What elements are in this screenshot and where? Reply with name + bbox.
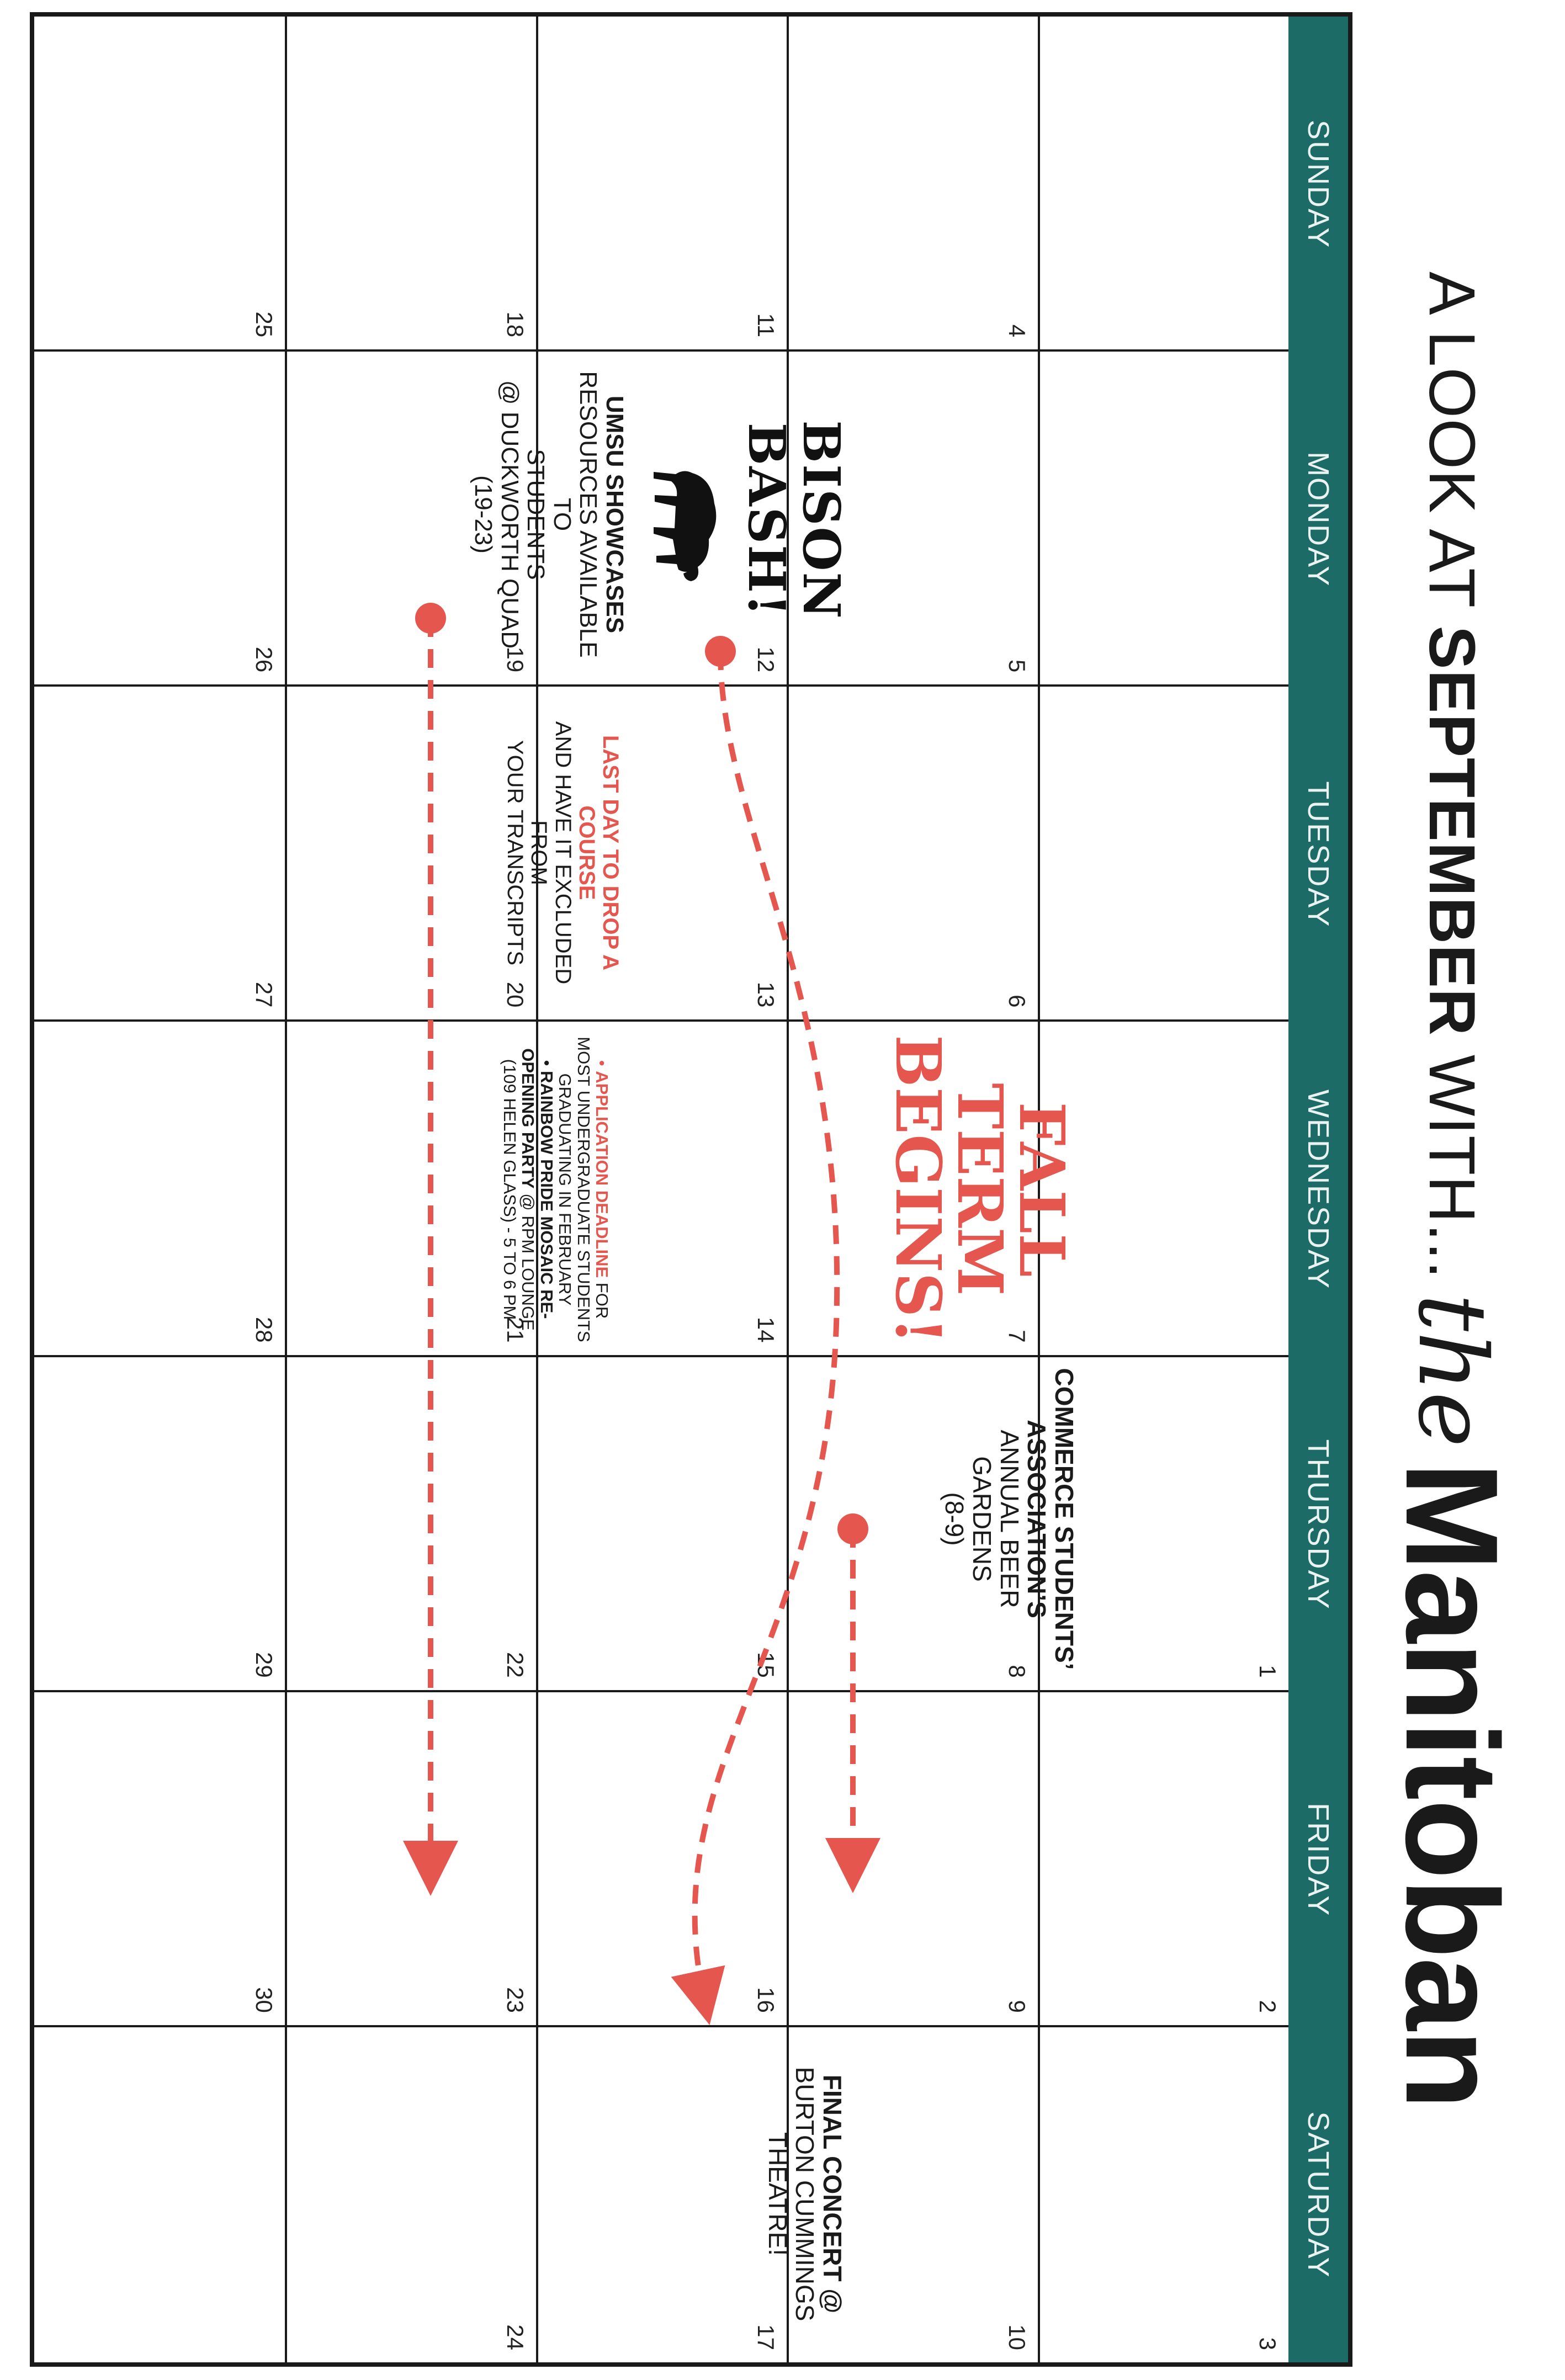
date-number: 15 [753,1651,779,1678]
day-cell-27 [34,687,285,1022]
event-commerce-beer-gardens [941,1364,1078,1674]
day-cell-17 [536,2027,787,2362]
date-number: 30 [251,1987,278,2013]
fall-term-line1: FALL TERM [943,1083,1078,1296]
day-cell-18 [285,17,535,352]
date-number: 20 [502,981,528,1008]
fall-term-line2: BEGINS! [882,1035,954,1345]
date-number: 12 [753,646,779,673]
date-number: 9 [1004,2000,1030,2013]
day-cell-25 [34,17,285,352]
day-cell-23 [285,1692,535,2027]
umsu-line5: (19-23) [470,475,497,554]
commerce-line4: (8-9) [940,1492,969,1546]
date-number: 22 [502,1651,528,1678]
date-number: 4 [1004,324,1030,338]
drop-line1: LAST DAY TO DROP A [598,735,623,970]
date-number: 16 [753,1987,779,2013]
day-cell-empty [1038,17,1288,352]
date-number: 10 [1004,2324,1030,2350]
day-cell-2 [1038,1692,1288,2027]
commerce-line2: ASSOCIATION’S [1022,1420,1052,1618]
final-concert-line1: FINAL CONCERT @ [818,2074,847,2314]
day-cell-24 [285,2027,535,2362]
date-number: 8 [1004,1665,1030,1678]
day-cell-26 [34,352,285,687]
bison-icon [648,456,731,583]
day-cell-empty [1038,352,1288,687]
day-cell-6 [787,687,1037,1022]
event-drop-deadline [503,693,622,1013]
final-concert-line2: BURTON CUMMINGS [791,2066,820,2321]
umsu-line3: STUDENTS [522,449,550,580]
day-cell-30 [34,1692,285,2027]
event-bison-bash [648,354,851,686]
title-a-look-at: A LOOK AT [1415,271,1488,607]
event-umsu-showcase [470,354,628,674]
weekday-wednesday: WEDNESDAY [1302,1089,1335,1290]
date-number: 6 [1004,995,1030,1008]
date-number: 2 [1255,2000,1281,2013]
deadline-for: FOR [592,1282,612,1319]
commerce-line1: COMMERCE STUDENTS’ [1050,1368,1079,1670]
rainbow-line3: (109 HELEN GLASS) - 5 TO 6 PM [500,1059,519,1320]
weekday-sunday: SUNDAY [1302,120,1335,249]
bullet-1: • [592,1060,612,1066]
date-number: 21 [502,1316,528,1343]
title-month: SEPTEMBER [1415,625,1488,1037]
date-number: 11 [753,313,779,338]
day-cell-11 [536,17,787,352]
drop-line2: COURSE [574,805,599,900]
umsu-line4: @ DUCKWORTH QUAD [496,380,523,649]
day-cell-21 [285,1022,535,1357]
rainbow-venue: @ RPM LOUNGE [518,1193,538,1331]
rainbow-line2 [519,1029,537,1350]
date-number: 3 [1255,2337,1281,2350]
drop-line3: AND HAVE IT EXCLUDED FROM [527,721,575,985]
date-number: 26 [251,646,278,673]
rainbow-title-2: OPENING PARTY [518,1048,538,1189]
drop-line4: YOUR TRANSCRIPTS [503,740,528,966]
weekday-thursday: THURSDAY [1302,1439,1335,1610]
weekday-header [1288,17,1348,2362]
date-number: 27 [251,981,278,1008]
page-title [1369,0,1535,2380]
weekday-tuesday: TUESDAY [1302,781,1335,928]
day-cell-9 [787,1692,1037,2027]
date-number: 25 [251,311,278,338]
event-application-deadline [500,1029,611,1350]
weekday-saturday: SATURDAY [1302,2111,1335,2278]
bullet-2: • [537,1060,556,1066]
day-cell-22 [285,1357,535,1692]
rainbow-line1 [537,1029,555,1350]
umsu-line1: UMSU SHOWCASES [601,395,628,634]
day-cell-empty [34,2027,285,2362]
date-number: 28 [251,1316,278,1343]
date-number: 24 [502,2324,528,2350]
date-number: 17 [753,2324,779,2350]
date-number: 1 [1255,1665,1281,1678]
deadline-line1 [593,1029,611,1350]
date-number: 19 [502,646,528,673]
date-number: 7 [1004,1330,1030,1343]
date-number: 23 [502,1987,528,2013]
date-number: 14 [753,1316,779,1343]
final-concert-line3: THEATRE! [763,2132,792,2256]
commerce-line3: ANNUAL BEER GARDENS [967,1430,1024,1608]
bison-bash-title: BISON BASH! [736,420,851,620]
title-prefix [1414,272,1489,1279]
weekday-monday: MONDAY [1302,451,1335,587]
deadline-label: APPLICATION DEADLINE [592,1071,612,1278]
date-number: 29 [251,1651,278,1678]
day-cell-3 [1038,2027,1288,2362]
event-final-concert [763,2039,846,2349]
date-number: 18 [502,311,528,338]
day-cell-15 [536,1357,787,1692]
deadline-line3: GRADUATING IN FEBRUARY [555,1073,575,1306]
title-with: WITH... [1415,1054,1488,1279]
day-cell-16 [536,1692,787,2027]
title-the: the [1397,1293,1506,1448]
date-number: 13 [753,981,779,1008]
brand-logo-text: Manitoban [1378,1462,1525,2109]
event-fall-term [882,1035,1078,1345]
deadline-line2: MOST UNDERGRADUATE STUDENTS [574,1037,593,1342]
day-cell-28 [34,1022,285,1357]
day-cell-empty [1038,687,1288,1022]
day-cell-20 [285,687,535,1022]
umsu-line2: RESOURCES AVAILABLE TO [548,371,602,658]
rainbow-title-1: RAINBOW PRIDE MOSAIC RE- [537,1070,556,1319]
day-cell-29 [34,1357,285,1692]
weekday-friday: FRIDAY [1302,1803,1335,1917]
day-cell-4 [787,17,1037,352]
date-number: 5 [1004,659,1030,673]
calendar-grid [30,12,1352,2367]
